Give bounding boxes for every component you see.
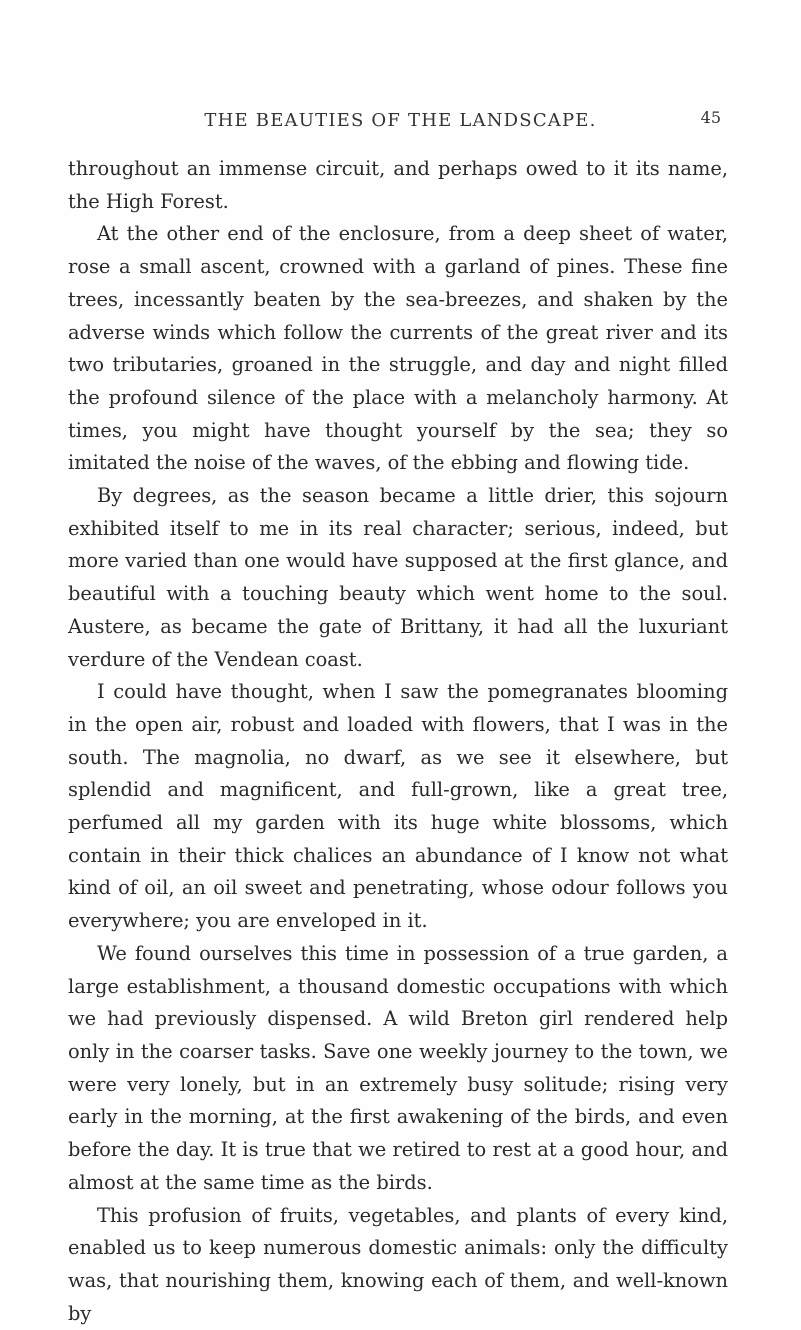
paragraph: We found ourselves this time in possession of a true garden, a large establishment, a thousand domestic occupations with which we had previously dispensed. A wild Breton girl rendered help only in the coarser tasks. Save one weekly journey to the town, we were very lonely, but in an extremely busy solitude; rising very early in the morning, at the first awakening of the birds, and even before the day. It is true that we retired to rest at a good hour, and almost at the same time as the birds. — [68, 938, 728, 1200]
paragraph: By degrees, as the season became a little drier, this sojourn exhibited itself to me in its real character; serious, indeed, but more varied than one would have supposed at the first glance, and beautiful with a touching beauty which went home to the soul. Austere, as became the gate of Brittany, it had all the luxuriant verdure of the Vendean coast. — [68, 480, 728, 676]
running-head — [0, 106, 801, 136]
body-text — [68, 153, 728, 1330]
paragraph: This profusion of fruits, vegetables, and plants of every kind, enabled us to keep numerous domestic animals: only the difficulty was, that nourishing them, knowing each of them, and well-known by — [68, 1200, 728, 1330]
page-number: 45 — [701, 108, 721, 127]
paragraph: At the other end of the enclosure, from a deep sheet of water, rose a small ascent, crowned with a garland of pines. These fine trees, incessantly beaten by the sea-breezes, and shaken by the adverse winds which follow the currents of the great river and its two tributaries, groaned in the struggle, and day and night filled the profound silence of the place with a melancholy harmony. At times, you might have thought yourself by the sea; they so imitated the noise of the waves, of the ebbing and flowing tide. — [68, 218, 728, 480]
running-title: THE BEAUTIES OF THE LANDSCAPE. — [0, 110, 801, 131]
paragraph: I could have thought, when I saw the pomegranates blooming in the open air, robust and loaded with flowers, that I was in the south. The magnolia, no dwarf, as we see it elsewhere, but splendid and magnificent, and full-grown, like a great tree, perfumed all my garden with its huge white blossoms, which contain in their thick chalices an abundance of I know not what kind of oil, an oil sweet and penetrating, whose odour follows you everywhere; you are enveloped in it. — [68, 676, 728, 938]
paragraph-continuation: throughout an immense circuit, and perhaps owed to it its name, the High Forest. — [68, 153, 728, 218]
